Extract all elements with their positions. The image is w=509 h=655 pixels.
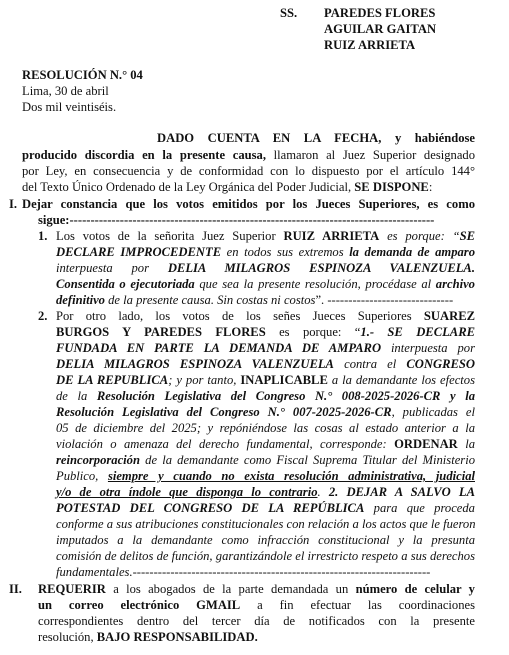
section-ii-line: resolución, BAJO RESPONSABILIDAD. [38, 630, 258, 644]
item2-line: comisión de delitos de función, garantizándole el irrestricto respeto a sus derechos [56, 549, 475, 563]
item2-line: 05 de diciembre del 2025; y repóniéndose las cosas al estado anterior a la [56, 421, 475, 435]
item2-line: reincorporación de la demandante como Fiscal Suprema Titular del Ministerio [56, 453, 475, 467]
resolution-date: Lima, 30 de abril [22, 84, 109, 98]
item1-line: definitivo de la presente causa. Sin costas ni costos”. ------------------------------ [56, 293, 454, 307]
item1-line: Consentida o ejecutoriada que sea la presente resolución, procédase al archivo [56, 277, 475, 291]
item2-line: DELIA MILAGROS ESPINOZA VALENZUELA contra el CONGRESO [56, 357, 475, 371]
item2-line: fundamentales.----------------------------------------------------------------------- [56, 565, 431, 579]
section-i-line: Dejar constancia que los votos emitidos por los Jueces Superiores, es como [22, 197, 475, 211]
intro-line: por Ley, en consecuencia y de conformidad con lo dispuesto por el artículo 144° [22, 164, 475, 178]
judge-name: AGUILAR GAITAN [324, 22, 437, 36]
intro-line: del Texto Único Ordenado de la Ley Orgánica del Poder Judicial, SE DISPONE: [22, 180, 433, 194]
judge-name: RUIZ ARRIETA [324, 38, 416, 52]
item2-line: violación o amenaza del derecho fundamental, corresponde: ORDENAR la [56, 437, 475, 451]
section-i-line: sigue:--------------------------------------------------------------------------------------- [38, 213, 435, 227]
judge-name: PAREDES FLORES [324, 6, 436, 20]
ss-label: SS. [280, 6, 298, 20]
item2-line: Por otro lado, los votos de los señes Jueces Superiores SUAREZ [56, 309, 475, 323]
intro-line: DADO CUENTA EN LA FECHA, y habiéndose [157, 131, 475, 145]
item1-line: DECLARE IMPROCEDENTE en todos sus extremos la demanda de amparo [56, 245, 476, 259]
section-ii-line: correspondientes dentro del tercer día de notificados con la presente [38, 614, 475, 628]
resolution-year: Dos mil veintiséis. [22, 100, 117, 114]
item2-line: conforme a sus atribuciones constitucionales con relación a los actos que le fueron [56, 517, 476, 531]
item-number: 1. [38, 229, 48, 243]
item2-line: DE LA REPUBLICA; y por tanto, INAPLICABLE a la demandante los efectos [56, 373, 475, 387]
resolution-number: RESOLUCIÓN N.° 04 [22, 68, 143, 82]
item2-line: BURGOS Y PAREDES FLORES es porque: “1.- SE DECLARE [56, 325, 475, 339]
section-ii-line: un correo electrónico GMAIL a fin efectuar las coordinaciones [38, 598, 475, 612]
item2-line: imputados a la demandante como infracción constitucional y la presunta [56, 533, 475, 547]
item2-line: y/o de otra índole que disponga lo contrario. 2. DEJAR A SALVO LA [56, 485, 475, 499]
item2-line: Resolución Legislativa del Congreso N.° 007-2025-2026-CR, publicadas el [56, 405, 475, 419]
item2-line: de la Resolución Legislativa del Congreso N.° 008-2025-2026-CR y la [56, 389, 475, 403]
item1-line: Los votos de la señorita Juez Superior RUIZ ARRIETA es porque: “SE [56, 229, 475, 243]
section-ii-line: REQUERIR a los abogados de la parte demandada un número de celular y [38, 582, 475, 596]
item2-line: POTESTAD DEL CONGRESO DE LA REPÚBLICA para que proceda [56, 501, 475, 515]
item1-line: interpuesta por DELIA MILAGROS ESPINOZA VALENZUELA. [56, 261, 475, 275]
intro-line: producido discordia en la presente causa, llamaron al Juez Superior designado [22, 148, 475, 162]
section-number: I. [9, 197, 18, 211]
item2-line: FUNDADA EN PARTE LA DEMANDA DE AMPARO interpuesta por [56, 341, 475, 355]
item-number: 2. [38, 309, 48, 323]
section-number: II. [9, 582, 22, 596]
item2-line: Publico, siempre y cuando no exista resolución administrativa, judicial [56, 469, 475, 483]
